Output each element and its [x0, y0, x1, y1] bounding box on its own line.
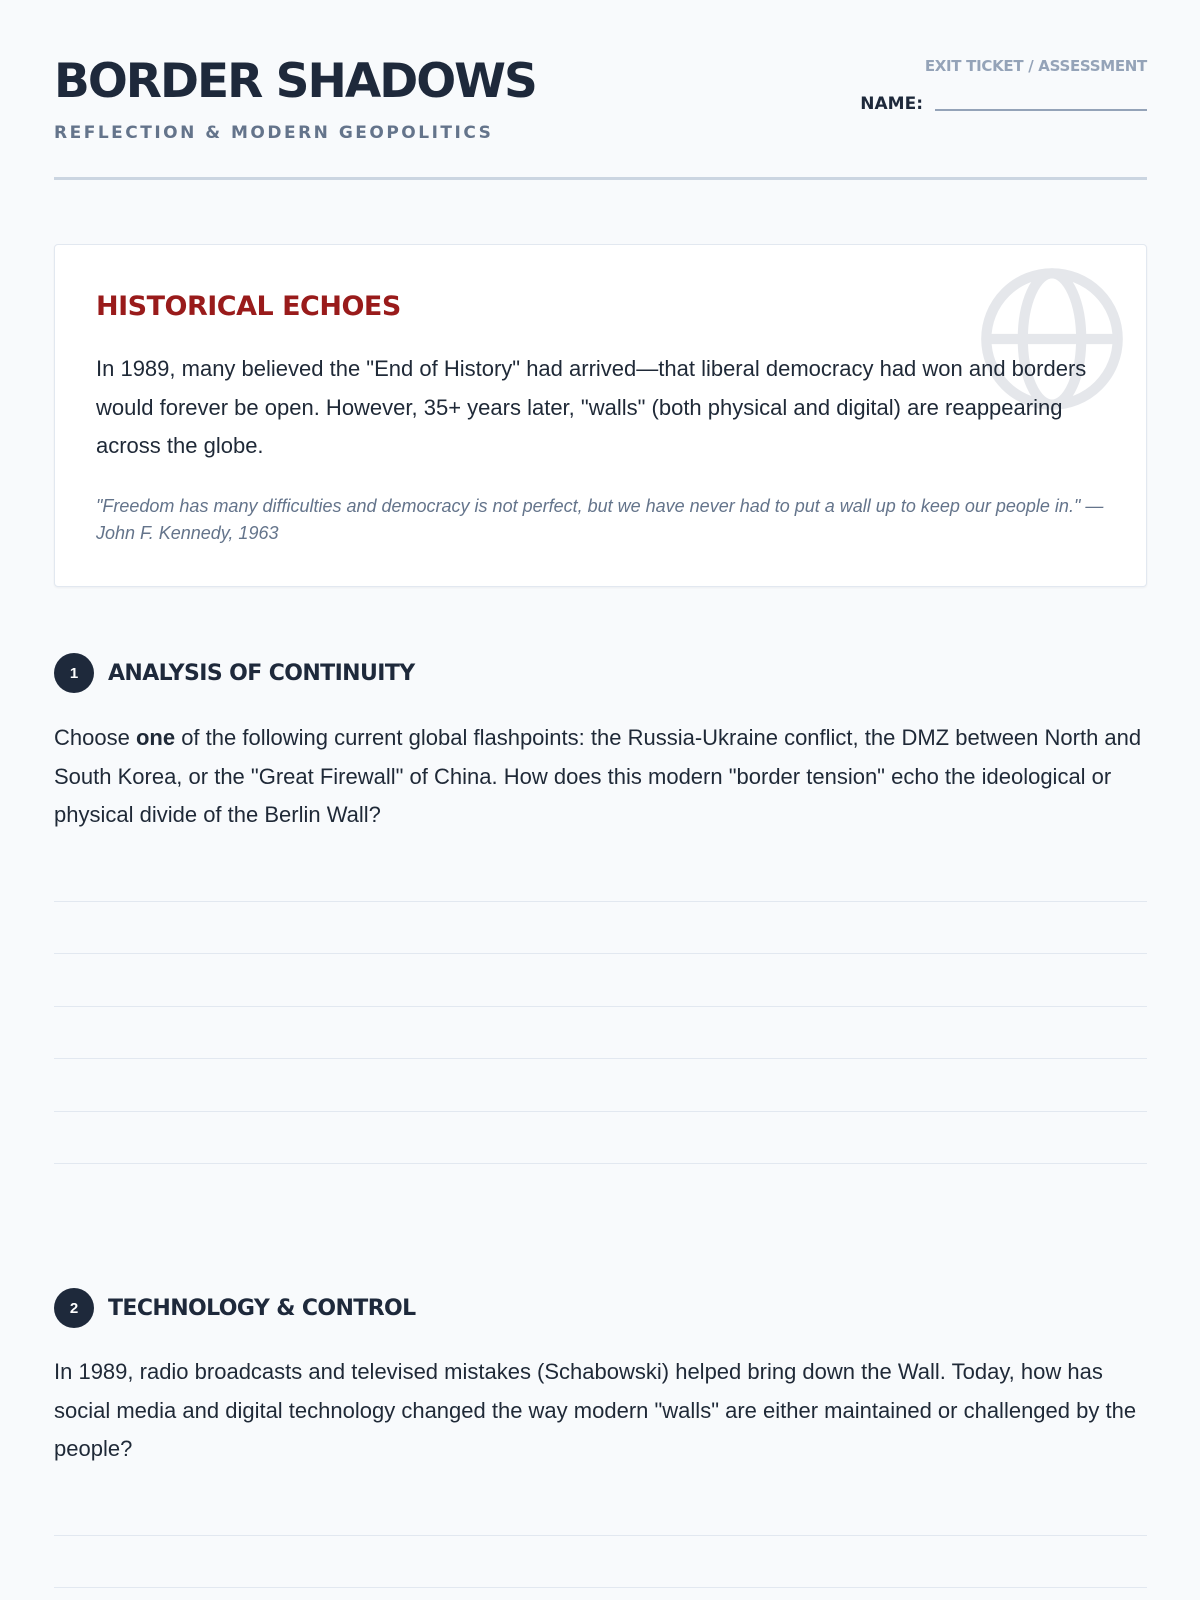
prompt-text: of the following current global flashpoints: the Russia-Ukraine conflict, the DMZ between North and South Korea, or the "Great Firewall" of China. How does this modern "border tension" echo the ideological or physical divide of the Berlin Wall?: [54, 725, 1142, 827]
kennedy-quote: "Freedom has many difficulties and democracy is not perfect, but we have never had to put a wall up to keep our people in." — John F. Kennedy, 1963: [96, 496, 1104, 543]
section-number-badge: 1: [54, 653, 94, 693]
name-input-line[interactable]: [935, 109, 1147, 111]
prompt-text: Choose: [54, 725, 136, 750]
worksheet-page: [54, 0, 1147, 1461]
section-number-badge: 2: [54, 1288, 94, 1328]
answer-line[interactable]: [54, 954, 1147, 1007]
answer-line[interactable]: [54, 849, 1147, 902]
answer-line[interactable]: [54, 1007, 1147, 1060]
section-1-answer-area[interactable]: [54, 849, 1147, 1164]
answer-line[interactable]: [54, 1059, 1147, 1112]
card-body-text: In 1989, many believed the "End of History" had arrived—that liberal democracy had won and borders would forever be open. However, 35+ years later, "walls" (both physical and digital) are reappearing across the globe.: [96, 356, 1087, 458]
page-subtitle: REFLECTION & MODERN GEOPOLITICS: [54, 123, 494, 143]
section-1-title: ANALYSIS OF CONTINUITY: [108, 660, 415, 686]
section-2-prompt: In 1989, radio broadcasts and televised mistakes (Schabowski) helped bring down the Wall. Today, how has social media and digital technology changed the way modern "walls" are either maintained or challenged by the people?: [54, 1359, 1137, 1461]
page-title: BORDER SHADOWS: [54, 54, 536, 109]
answer-line[interactable]: [54, 1483, 1147, 1536]
card-title: HISTORICAL ECHOES: [96, 291, 401, 322]
section-1-prompt: [54, 719, 1147, 835]
answer-line[interactable]: [54, 902, 1147, 955]
historical-echoes-card: [54, 244, 1147, 587]
section-2-answer-area[interactable]: [54, 1483, 1147, 1588]
name-label: NAME:: [860, 94, 923, 114]
section-1-header: [54, 653, 415, 693]
answer-line[interactable]: [54, 1536, 1147, 1589]
exit-ticket-label: EXIT TICKET / ASSESSMENT: [924, 57, 1147, 75]
prompt-emphasis: one: [135, 725, 176, 750]
section-2-title: TECHNOLOGY & CONTROL: [108, 1295, 416, 1321]
section-2-header: [54, 1288, 416, 1328]
answer-line[interactable]: [54, 1112, 1147, 1165]
name-field[interactable]: [860, 93, 1147, 115]
worksheet-header: [54, 0, 1147, 180]
